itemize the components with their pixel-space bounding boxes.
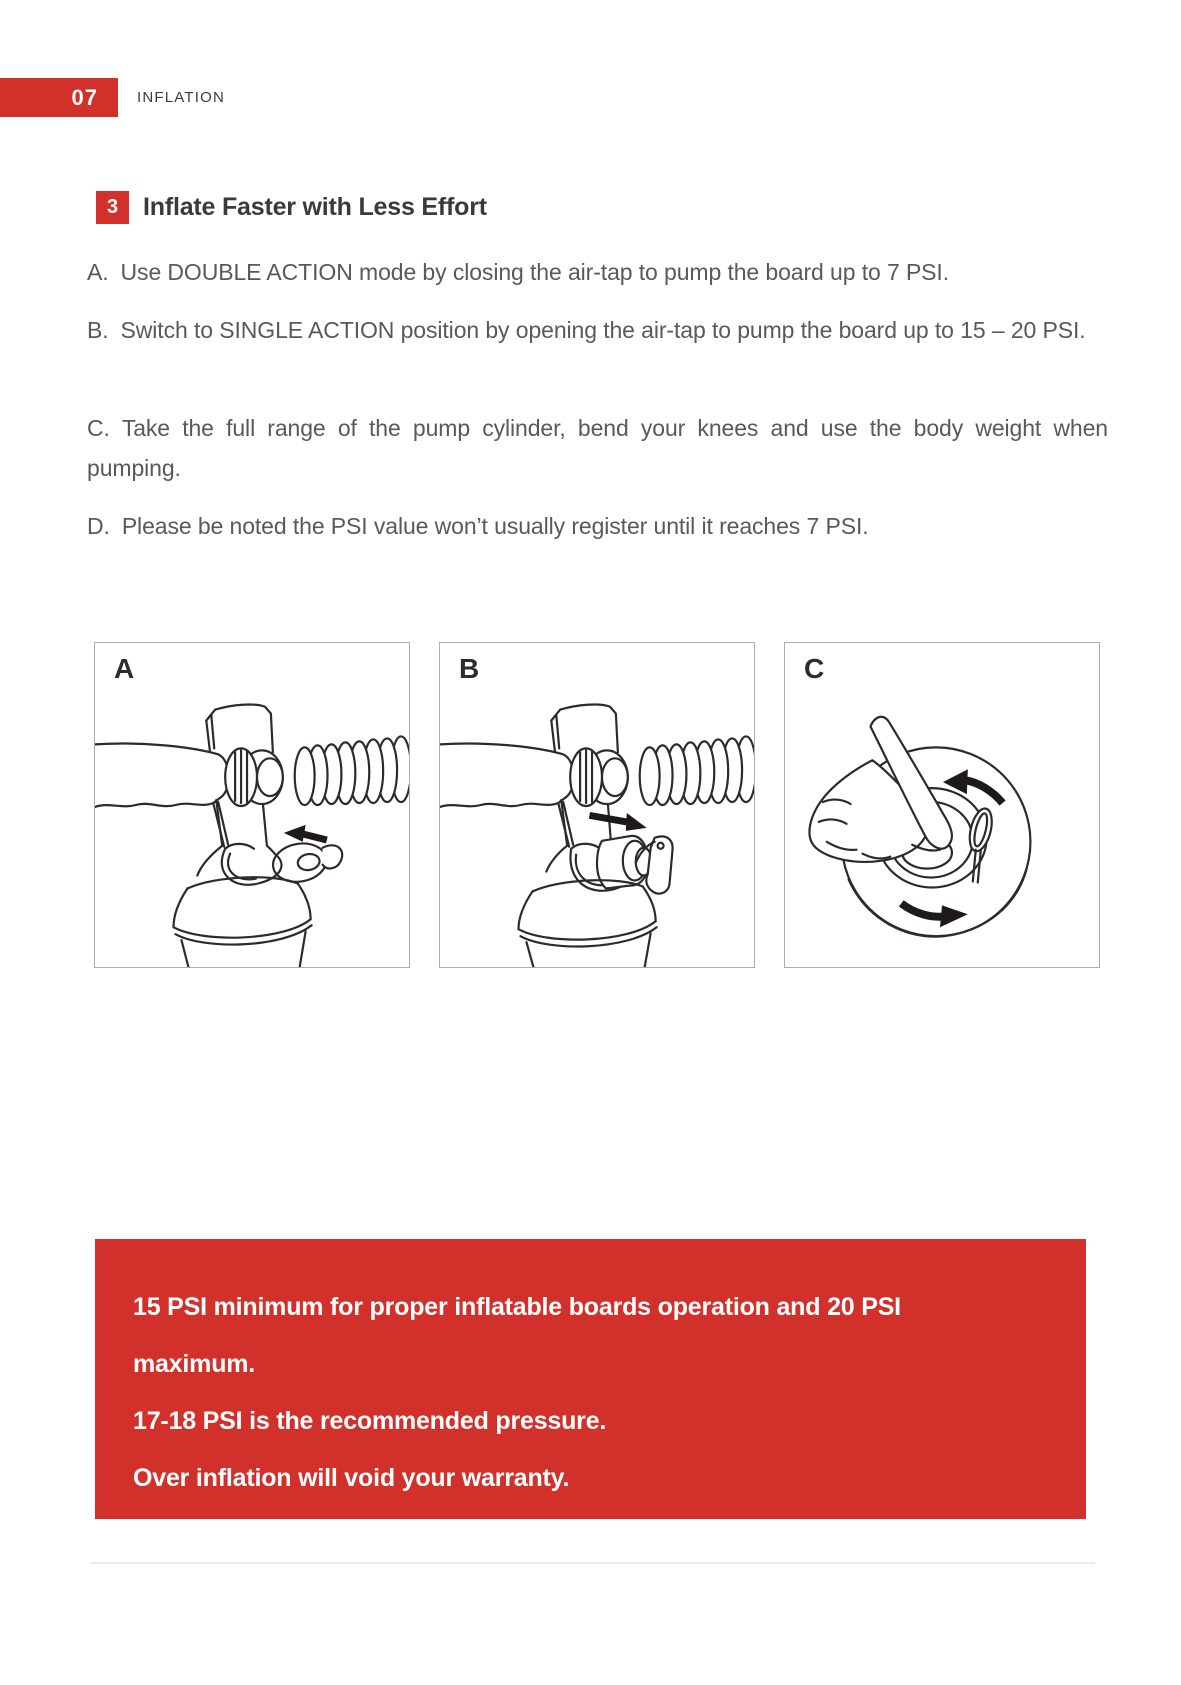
divider-line: [90, 1562, 1095, 1564]
page-number-badge: [0, 78, 118, 117]
step-b-text: Switch to SINGLE ACTION position by opening the air-tap to pump the board up to 15 – 20 PSI.: [120, 317, 1086, 343]
step-b-label: B.: [87, 317, 109, 343]
section-heading: [96, 191, 487, 224]
figure-a-label: A: [114, 653, 135, 684]
heading-title: Inflate Faster with Less Effort: [143, 193, 487, 221]
step-b: [87, 310, 1108, 350]
figure-c-label: C: [804, 653, 825, 684]
figure-c: [784, 642, 1100, 968]
pump-airtap-closed-illustration-icon: [95, 643, 409, 967]
step-c: [87, 408, 1108, 488]
pump-airtap-open-illustration-icon: [440, 643, 754, 967]
open-direction-arrow-icon: [589, 812, 647, 831]
step-a: [87, 252, 1108, 292]
warning-line-1: 15 PSI minimum for proper inflatable boards operation and 20 PSI maximum.: [133, 1293, 901, 1378]
figure-b-label: B: [459, 653, 480, 684]
step-c-text: Take the full range of the pump cylinder, bend your knees and use the body weight when pumping.: [87, 415, 1108, 481]
step-d-text: Please be noted the PSI value won’t usually register until it reaches 7 PSI.: [121, 513, 869, 539]
step-d-label: D.: [87, 513, 110, 539]
step-d: [87, 506, 1108, 546]
figure-b: [439, 642, 755, 968]
warning-box: [95, 1239, 1086, 1519]
warning-line-3: Over inflation will void your warranty.: [133, 1464, 570, 1492]
page-number: 07: [71, 84, 98, 110]
figure-a: [94, 642, 410, 968]
close-direction-arrow-icon: [284, 825, 328, 843]
step-a-label: A.: [87, 259, 109, 285]
warning-line-2: 17-18 PSI is the recommended pressure.: [133, 1407, 607, 1435]
heading-number-badge: 3: [96, 191, 129, 224]
section-label: INFLATION: [137, 89, 226, 106]
step-c-label: C.: [87, 415, 110, 441]
step-a-text: Use DOUBLE ACTION mode by closing the air-tap to pump the board up to 7 PSI.: [120, 259, 950, 285]
hand-turning-valve-illustration-icon: [785, 643, 1099, 967]
